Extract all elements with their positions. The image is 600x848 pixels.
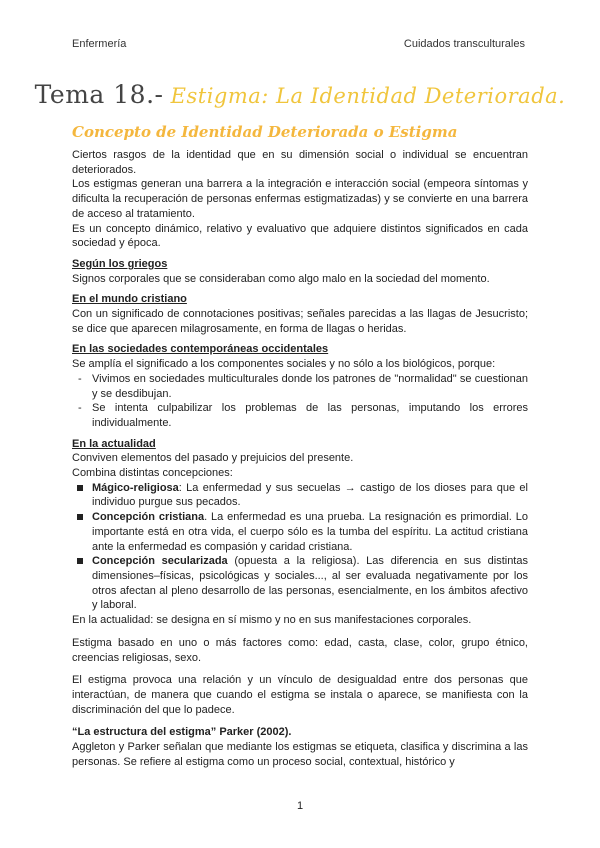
term-text: : La enfermedad y sus secuelas → castigo de los dioses para que el individuo purgue sus pecados. — [92, 481, 528, 509]
document-body — [72, 122, 528, 769]
actualidad-line-1: Conviven elementos del pasado y prejuicios del presente. — [72, 452, 354, 465]
actualidad-closing: En la actualidad: se designa en sí mismo y no en sus manifestaciones corporales. — [72, 614, 472, 627]
paragraph-factores: Estigma basado en uno o más factores como: edad, casta, clase, color, grupo étnico, creencias religiosas, sexo. — [72, 636, 528, 664]
intro-paragraph-2: Los estigmas generan una barrera a la integración e interacción social (empeora síntomas y dificulta la recuperación de personas enfermas estigmatizadas) y se convierte en una barrera de acceso al tratamiento. — [72, 178, 528, 220]
list-item: - Vivimos en sociedades multiculturales donde los patrones de "normalidad" se cuestionan y se desdibujan. — [72, 372, 528, 401]
page-number: 1 — [296, 800, 304, 812]
paragraph-desigualdad: El estigma provoca una relación y un vínculo de desigualdad entre dos personas que interactúan, de manera que cuando el estigma se instala o aparece, se manifiesta con la discriminación del que lo padece. — [72, 674, 528, 716]
list-item — [72, 554, 528, 613]
term: Mágico-religiosa — [92, 481, 179, 494]
text-parker: Aggleton y Parker señalan que mediante los estigmas se etiqueta, clasifica y discrimina a las personas. Se refiere al estigma como un proceso social, contextual, histórico y — [72, 741, 528, 768]
heading-griegos: Según los griegos — [72, 257, 168, 270]
term: Concepción cristiana — [92, 511, 205, 524]
term-text: . La enfermedad es una prueba. La resignación es primordial. Lo importante está en otra vida, el cuerpo sólo es la tumba del espíritu. La actitud cristiana ante la enfermedad es compasión y caridad cristiana. — [92, 511, 528, 553]
title-sub: Estigma: La Identidad Deteriorada. — [163, 84, 566, 108]
header-course: Cuidados transculturales — [403, 38, 525, 50]
page-title — [0, 80, 600, 109]
actualidad-line-2: Combina distintas concepciones: — [72, 467, 233, 480]
title-main: Tema 18.- — [34, 80, 164, 109]
square-bullet-icon — [77, 558, 83, 564]
square-bullet-icon — [77, 514, 83, 520]
list-item: - Se intenta culpabilizar los problemas de las personas, imputando los errores individualmente. — [72, 401, 528, 430]
text-griegos: Signos corporales que se consideraban como algo malo en la sociedad del momento. — [72, 272, 490, 285]
heading-actualidad: En la actualidad — [72, 437, 156, 450]
term: Concepción secularizada — [92, 555, 228, 568]
text-cristiano: Con un significado de connotaciones positivas; señales parecidas a las llagas de Jesucristo; se dice que aparecen milagrosamente, en forma de llagas o heridas. — [72, 308, 528, 335]
text-occidentales: Se amplía el significado a los componentes sociales y no sólo a los biológicos, porque: — [72, 358, 496, 371]
header-subject: Enfermería — [72, 38, 127, 50]
heading-parker: “La estructura del estigma” Parker (2002). — [72, 726, 292, 739]
heading-cristiano: En el mundo cristiano — [72, 293, 187, 306]
concepciones-list — [72, 481, 528, 613]
list-item — [72, 510, 528, 554]
intro-paragraph-3: Es un concepto dinámico, relativo y evaluativo que adquiere distintos significados en cada sociedad y época. — [72, 222, 528, 250]
section-title: Concepto de Identidad Deteriorada o Estigma — [72, 123, 458, 141]
heading-occidentales: En las sociedades contemporáneas occidentales — [72, 343, 329, 356]
intro-paragraph-1: Ciertos rasgos de la identidad que en su dimensión social o individual se encuentran deteriorados. — [72, 149, 528, 176]
occidentales-list — [72, 372, 528, 431]
list-item — [72, 481, 528, 510]
square-bullet-icon — [77, 485, 83, 491]
term-text: (opuesta a la religiosa). Las diferencia en sus distintas dimensiones–físicas, psicológicas y sociales..., al ser evaluada negativamente por los otros afectan al pleno desarrollo de las personas, esencialmente, en los ámbitos afectivo y laboral. — [92, 555, 528, 612]
